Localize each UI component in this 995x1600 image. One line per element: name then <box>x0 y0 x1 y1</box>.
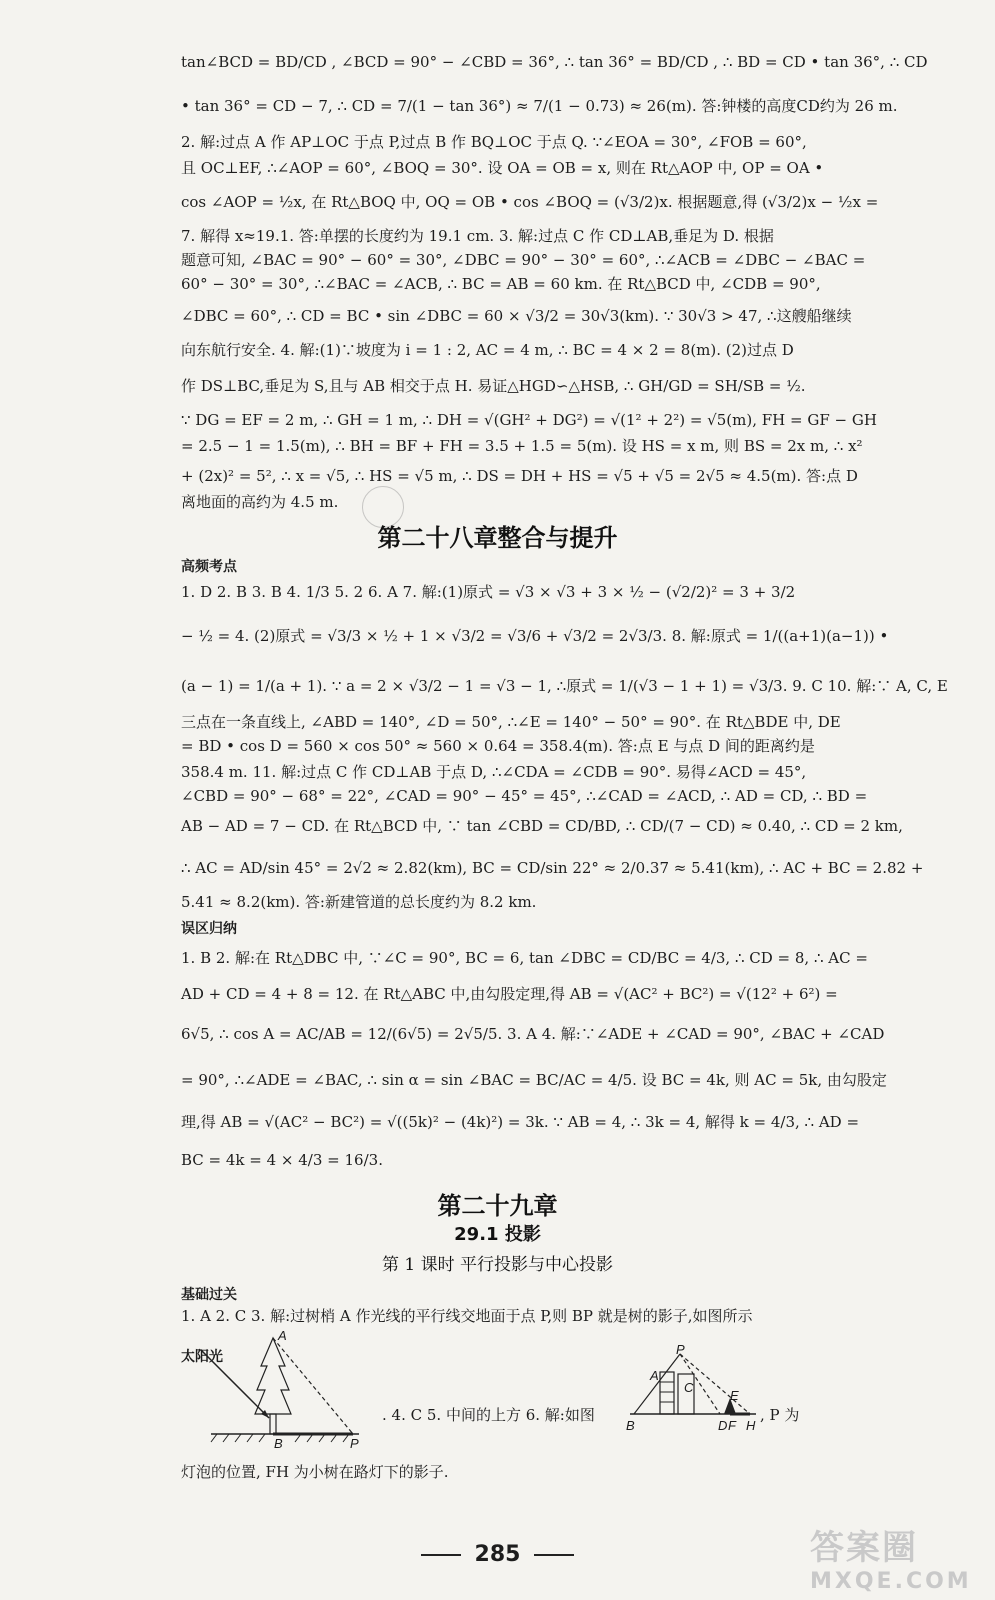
inline-answers-tail: , P 为 <box>760 1406 800 1424</box>
point-label: D <box>718 1418 728 1433</box>
point-label: H <box>746 1418 756 1433</box>
text-line: 理,得 AB = √(AC² − BC²) = √((5k)² − (4k)²) = 3k. ∵ AB = 4, ∴ 3k = 4, 解得 k = 4/3, ∴ AD = <box>181 1113 860 1131</box>
point-label: A <box>278 1328 287 1343</box>
point-label: B <box>626 1418 635 1433</box>
section-heading: 29.1 投影 <box>454 1224 541 1245</box>
text-line: 2. 解:过点 A 作 AP⊥OC 于点 P,过点 B 作 BQ⊥OC 于点 Q. ∵∠EOA = 30°, ∠FOB = 60°, <box>181 133 807 151</box>
section-title: 高频考点 <box>181 559 237 575</box>
dash-right <box>534 1554 574 1556</box>
page-number-text: 285 <box>474 1542 521 1567</box>
point-label: A <box>650 1368 659 1383</box>
text-line: = BD • cos D = 560 × cos 50° ≈ 560 × 0.64 = 358.4(m). 答:点 E 与点 D 间的距离约是 <box>181 737 815 755</box>
point-label: C <box>684 1380 694 1395</box>
point-label: F <box>728 1418 736 1433</box>
text-line: 7. 解得 x≈19.1. 答:单摆的长度约为 19.1 cm. 3. 解:过点 C 作 CD⊥AB,垂足为 D. 根据 <box>181 227 774 245</box>
dash-left <box>421 1554 461 1556</box>
text-line: 1. B 2. 解:在 Rt△DBC 中, ∵∠C = 90°, BC = 6, tan ∠DBC = CD/BC = 4/3, ∴ CD = 8, ∴ AC = <box>181 949 868 967</box>
text-line: 题意可知, ∠BAC = 90° − 60° = 30°, ∠DBC = 90° − 30° = 60°, ∴∠ACB = ∠DBC − ∠BAC = <box>181 251 866 269</box>
text-line: (a − 1) = 1/(a + 1). ∵ a = 2 × √3/2 − 1 = √3 − 1, ∴原式 = 1/(√3 − 1 + 1) = √3/3. 9. C 10. 解:∵ A, C, E <box>181 677 948 695</box>
text-line: 离地面的高约为 4.5 m. <box>181 493 339 511</box>
lesson-heading: 第 1 课时 平行投影与中心投影 <box>381 1255 614 1275</box>
text-line: • tan 36° = CD − 7, ∴ CD = 7/(1 − tan 36°) ≈ 7/(1 − 0.73) ≈ 26(m). 答:钟楼的高度CD约为 26 m. <box>181 97 898 115</box>
text-line: = 2.5 − 1 = 1.5(m), ∴ BH = BF + FH = 3.5 + 1.5 = 5(m). 设 HS = x m, 则 BS = 2x m, ∴ x² <box>181 437 863 455</box>
point-label: P <box>676 1342 685 1357</box>
text-line: 且 OC⊥EF, ∴∠AOP = 60°, ∠BOQ = 30°. 设 OA = OB = x, 则在 Rt△AOP 中, OP = OA • <box>181 159 824 177</box>
text-line: AB − AD = 7 − CD. 在 Rt△BCD 中, ∵ tan ∠CBD = CD/BD, ∴ CD/(7 − CD) ≈ 0.40, ∴ CD = 2 km, <box>181 817 903 835</box>
text-line: 5.41 ≈ 8.2(km). 答:新建管道的总长度约为 8.2 km. <box>181 893 537 911</box>
section-title: 基础过关 <box>181 1287 237 1303</box>
text-line: ∠DBC = 60°, ∴ CD = BC • sin ∠DBC = 60 × √3/2 = 30√3(km). ∵ 30√3 > 47, ∴这艘船继续 <box>181 307 852 325</box>
text-line: 358.4 m. 11. 解:过点 C 作 CD⊥AB 于点 D, ∴∠CDA = ∠CDB = 90°. 易得∠ACD = 45°, <box>181 763 807 781</box>
text-line: − ½ = 4. (2)原式 = √3/3 × ½ + 1 × √3/2 = √3/6 + √3/2 = 2√3/3. 8. 解:原式 = 1/((a+1)(a−1)) • <box>181 627 889 645</box>
ray-line <box>634 1354 680 1414</box>
text-line: = 90°, ∴∠ADE = ∠BAC, ∴ sin α = sin ∠BAC = BC/AC = 4/5. 设 BC = 4k, 则 AC = 5k, 由勾股定 <box>181 1071 887 1089</box>
text-line: ∴ AC = AD/sin 45° = 2√2 ≈ 2.82(km), BC = CD/sin 22° ≈ 2/0.37 ≈ 5.41(km), ∴ AC + BC = 2.82 + <box>181 859 924 877</box>
tree-trunk <box>270 1414 276 1434</box>
text-line: 60° − 30° = 30°, ∴∠BAC = ∠ACB, ∴ BC = AB = 60 km. 在 Rt△BCD 中, ∠CDB = 90°, <box>181 275 821 293</box>
text-line: 1. D 2. B 3. B 4. 1/3 5. 2 6. A 7. 解:(1)原式 = √3 × √3 + 3 × ½ − (√2/2)² = 3 + 3/2 <box>181 583 796 601</box>
tree-shadow-figure <box>181 1326 361 1450</box>
ladder-rungs <box>660 1382 674 1402</box>
text-line: BC = 4k = 4 × 4/3 = 16/3. <box>181 1151 383 1169</box>
watermark-logo: 答案圈 <box>810 1528 918 1568</box>
text-line: ∵ DG = EF = 2 m, ∴ GH = 1 m, ∴ DH = √(GH² + DG²) = √(1² + 2²) = √5(m), FH = GF − GH <box>181 411 877 429</box>
text-line: AD + CD = 4 + 8 = 12. 在 Rt△ABC 中,由勾股定理,得 AB = √(AC² + BC²) = √(12² + 6²) = <box>181 985 838 1003</box>
point-label: B <box>274 1436 283 1451</box>
chapter-title: 第二十九章 <box>437 1192 558 1220</box>
text-line: + (2x)² = 5², ∴ x = √5, ∴ HS = √5 m, ∴ DS = DH + HS = √5 + √5 = 2√5 ≈ 4.5(m). 答:点 D <box>181 467 858 485</box>
text-line: 6√5, ∴ cos A = AC/AB = 12/(6√5) = 2√5/5. 3. A 4. 解:∵∠ADE + ∠CAD = 90°, ∠BAC + ∠CAD <box>181 1025 885 1043</box>
chapter-title: 第二十八章整合与提升 <box>377 524 618 552</box>
section-title: 误区归纳 <box>181 921 237 937</box>
text-line: 1. A 2. C 3. 解:过树梢 A 作光线的平行线交地面于点 P,则 BP 就是树的影子,如图所示 <box>181 1307 753 1325</box>
text-line: 作 DS⊥BC,垂足为 S,且与 AB 相交于点 H. 易证△HGD∽△HSB, ∴ GH/GD = SH/SB = ½. <box>181 377 806 395</box>
text-line: 灯泡的位置, FH 为小树在路灯下的影子. <box>181 1463 449 1481</box>
text-line: cos ∠AOP = ½x, 在 Rt△BOQ 中, OQ = OB • cos ∠BOQ = (√3/2)x. 根据题意,得 (√3/2)x − ½x = <box>181 193 879 211</box>
point-label: E <box>730 1388 739 1403</box>
point-label: P <box>350 1436 359 1451</box>
dashed-ray-line <box>273 1338 353 1434</box>
text-line: tan∠BCD = BD/CD , ∠BCD = 90° − ∠CBD = 36°, ∴ tan 36° = BD/CD , ∴ BD = CD • tan 36°, ∴ CD <box>181 53 928 71</box>
watermark <box>810 1520 972 1594</box>
text-line: ∠CBD = 90° − 68° = 22°, ∠CAD = 90° − 45° = 45°, ∴∠CAD = ∠ACD, ∴ AD = CD, ∴ BD = <box>181 787 868 805</box>
tree-shape <box>255 1338 291 1414</box>
inline-answers: . 4. C 5. 中间的上方 6. 解:如图 <box>382 1406 595 1424</box>
text-line: 三点在一条直线上, ∠ABD = 140°, ∠D = 50°, ∴∠E = 140° − 50° = 90°. 在 Rt△BDE 中, DE <box>181 713 841 731</box>
watermark-url: MXQE.COM <box>810 1569 972 1594</box>
text-line: 向东航行安全. 4. 解:(1)∵坡度为 i = 1 : 2, AC = 4 m, ∴ BC = 4 × 2 = 8(m). (2)过点 D <box>181 341 794 359</box>
lamp-shadow-figure <box>626 1346 762 1430</box>
sun-label: 太阳光 <box>181 1349 223 1365</box>
